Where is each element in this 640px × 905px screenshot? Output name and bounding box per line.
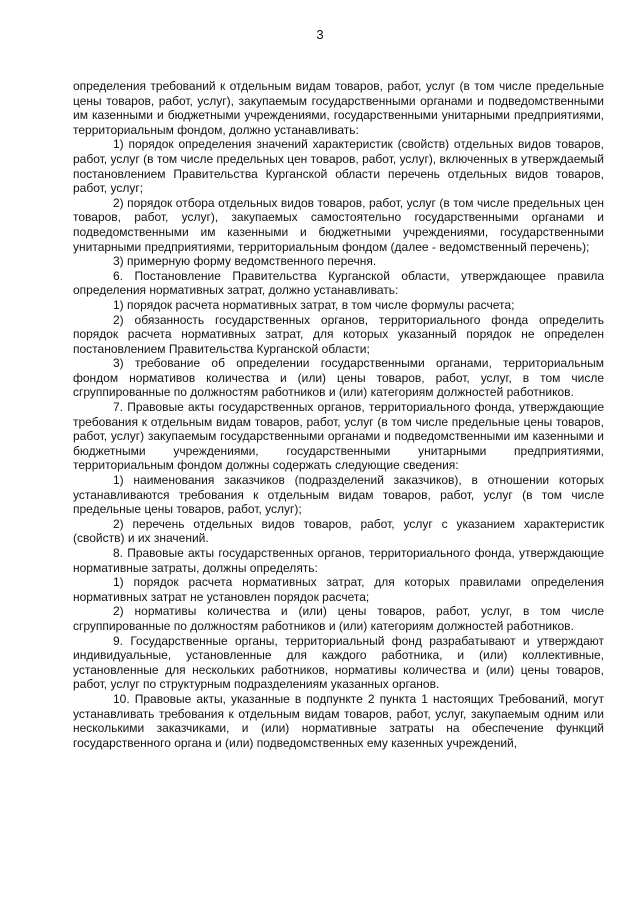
paragraph: 3) примерную форму ведомственного перечня. xyxy=(113,254,377,269)
paragraph: 1) порядок расчета нормативных затрат, для которых правилами определения нормативных затрат не установлен порядок расчета; xyxy=(73,575,604,604)
document-body xyxy=(73,79,604,750)
paragraph: 7. Правовые акты государственных органов, территориального фонда, утверждающие требования к отдельным видам товаров, работ, услуг (в том числе предельные цены товаров, работ, услуг) закупаемым государственными органами и подведомственными им казенными и бюджетными учреждениями, государственными унитарными предприятиями, территориальным фондом должны содержать следующие сведения: xyxy=(73,400,604,473)
paragraph: 2) нормативы количества и (или) цены товаров, работ, услуг, в том числе сгруппированные по должностям работников и (или) категориям должностей работников. xyxy=(73,604,604,633)
paragraph: 2) порядок отбора отдельных видов товаров, работ, услуг (в том числе предельных цен товаров, работ, услуг), закупаемых самостоятельно государственными органами и подведомственными им казенными и бюджетными учреждениями, государственными унитарными предприятиями, территориальным фондом (далее - ведомственный перечень); xyxy=(73,195,604,254)
paragraph: 1) порядок определения значений характеристик (свойств) отдельных видов товаров, работ, услуг (в том числе предельных цен товаров, работ, услуг), включенных в утверждаемый постановлением Правительства Курганской области перечень отдельных видов товаров, работ, услуг; xyxy=(73,137,604,196)
page-number: 3 xyxy=(316,27,324,42)
paragraph: определения требований к отдельным видам товаров, работ, услуг (в том числе предельные цены товаров, работ, услуг), закупаемым государственными органами и подведомственными им казенными и бюджетными учреждениями, государственными унитарными предприятиями, территориальным фондом, должно устанавливать: xyxy=(73,79,604,137)
paragraph: 9. Государственные органы, территориальный фонд разрабатывают и утверждают индивидуальные, установленные для каждого работника, и (или) коллективные, установленные для нескольких работников, нормативы количества и (или) цены товаров, работ, услуг по структурным подразделениям указанных органов. xyxy=(73,633,604,692)
paragraph: 1) наименования заказчиков (подразделений заказчиков), в отношении которых устанавливаются требования к отдельным видам товаров, работ, услуг (в том числе предельные цены товаров, работ, услуг); xyxy=(73,473,604,517)
paragraph: 10. Правовые акты, указанные в подпункте 2 пункта 1 настоящих Требований, могут устанавливать требования к отдельным видам товаров, работ, услуг, закупаемым одним или несколькими заказчиками, и (или) нормативные затраты на обеспечение функций государственного органа и (или) подведомственных ему казенных учреждений, xyxy=(73,691,604,750)
paragraph: 3) требование об определении государственными органами, территориальным фондом нормативов количества и (или) цены товаров, работ, услуг, в том числе сгруппированные по должностям работников и (или) категориям должностей работников. xyxy=(73,356,604,400)
paragraph: 2) перечень отдельных видов товаров, работ, услуг с указанием характеристик (свойств) и их значений. xyxy=(73,516,604,546)
paragraph: 2) обязанность государственных органов, территориального фонда определить порядок расчета нормативных затрат, для которых указанный порядок не определен постановлением Правительства Курганской области; xyxy=(73,312,604,356)
paragraph: 8. Правовые акты государственных органов, территориального фонда, утверждающие нормативные затраты, должны определять: xyxy=(73,546,604,575)
paragraph: 1) порядок расчета нормативных затрат, в том числе формулы расчета; xyxy=(113,297,515,312)
paragraph: 6. Постановление Правительства Курганской области, утверждающее правила определения нормативных затрат, должно устанавливать: xyxy=(73,268,604,298)
